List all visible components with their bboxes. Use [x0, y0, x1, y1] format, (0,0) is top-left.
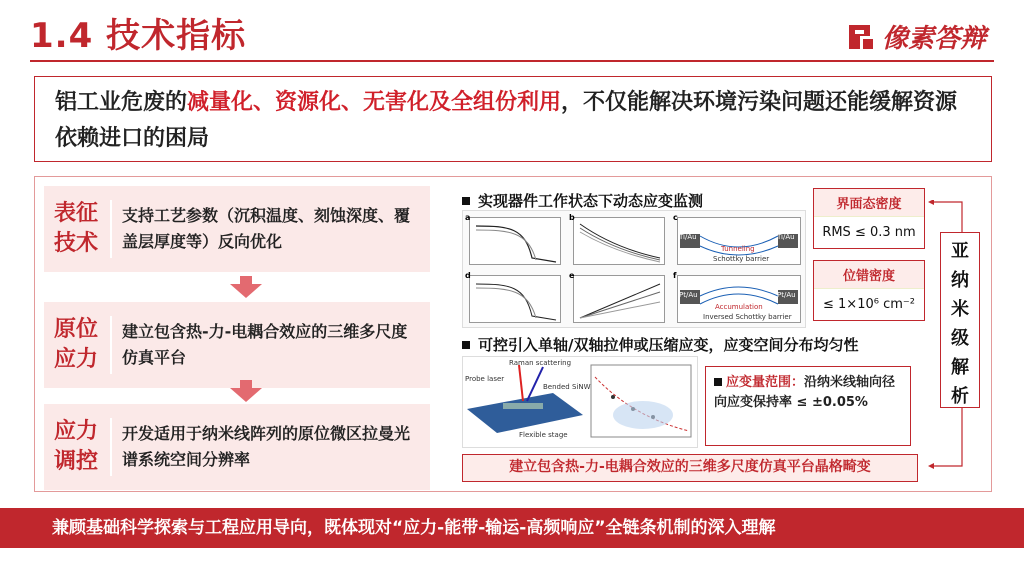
- card-head-line1: 表征: [54, 201, 99, 226]
- transfer-curve-plot-2: [469, 275, 561, 323]
- fig-label-accumulation: Accumulation: [715, 303, 763, 311]
- side-char: 亚: [951, 241, 969, 262]
- fig-label-bended: Bended SiNW: [543, 383, 591, 391]
- card-body: 支持工艺参数（沉积温度、刻蚀深度、覆盖层厚度等）反向优化: [122, 206, 411, 251]
- card-head-line1: 原位: [54, 317, 99, 342]
- card-divider: [110, 418, 112, 476]
- fig-label-a: a: [465, 213, 471, 222]
- intro-prefix: 铝工业危废的: [55, 90, 188, 115]
- card-divider: [110, 316, 112, 374]
- fig-label-c: c: [673, 213, 678, 222]
- card-in-situ-stress: [44, 302, 430, 388]
- transfer-curve-plot: [469, 217, 561, 265]
- down-arrow-icon: [230, 284, 262, 298]
- intro-highlight: 减量化、资源化、无害化及全组份利用: [187, 90, 562, 115]
- raman-setup-figure: [462, 356, 698, 448]
- bullet-square-icon: [462, 197, 470, 205]
- intro-suffix: ，不仅能解决环境污染问题还能缓解资源依赖进口的困局: [55, 90, 958, 151]
- down-arrow-icon: [230, 388, 262, 402]
- side-char: 纳: [951, 270, 969, 291]
- side-char: 级: [951, 328, 969, 349]
- strain-label: 应变量范围：: [726, 375, 805, 390]
- simulation-note: 建立包含热-力-电耦合效应的三维多尺度仿真平台晶格畸变: [462, 454, 918, 482]
- metric-dislocation-density: [813, 260, 925, 321]
- side-char: 解: [951, 357, 969, 378]
- fig-label-ptau: Pt/Au: [777, 291, 796, 299]
- fig-label-flexible: Flexible stage: [519, 431, 568, 439]
- card-body: 建立包含热-力-电耦合效应的三维多尺度仿真平台: [122, 322, 408, 367]
- metric-interface-density: [813, 188, 925, 249]
- fig-label-ptau: Pt/Au: [679, 291, 698, 299]
- section-label-text: 可控引入单轴/双轴拉伸或压缩应变，应变空间分布均匀性: [478, 336, 859, 354]
- fig-label-tiau: Ti/Au: [679, 233, 697, 241]
- fig-label-b: b: [569, 213, 575, 222]
- section-label-uniform: [462, 334, 858, 355]
- fig-label-d: d: [465, 271, 471, 280]
- bullet-square-icon: [714, 378, 722, 386]
- card-body: 开发适用于纳米线阵列的原位微区拉曼光谱系统空间分辨率: [122, 424, 411, 469]
- intro-statement: [34, 76, 992, 162]
- metric-value: ≤ 1×10⁶ cm⁻²: [823, 297, 915, 312]
- brand-mark-icon: [846, 22, 876, 52]
- fig-label-tunneling: Tunneling: [721, 245, 755, 253]
- section-label-monitor: [462, 190, 703, 211]
- page-title: 1.4 技术指标: [30, 16, 247, 56]
- strain-text: 沿纳米线轴向径向应变保持率 ≤ ±0.05%: [714, 375, 896, 410]
- fig-label-schottky: Schottky barrier: [713, 255, 770, 263]
- section-label-text: 实现器件工作状态下动态应变监测: [478, 192, 704, 210]
- footer-banner: 兼顾基础科学探索与工程应用导向，既体现对“应力-能带-输运-高频响应”全链条机制的深入理解: [0, 508, 1024, 548]
- metric-title: 界面态密度: [814, 189, 924, 217]
- metric-title: 位错密度: [814, 261, 924, 289]
- side-char: 析: [951, 386, 969, 407]
- device-figure-panel: [462, 210, 806, 328]
- fig-label-raman: Raman scattering: [509, 359, 572, 367]
- side-char: 米: [951, 299, 969, 320]
- card-head: [44, 417, 106, 477]
- fig-label-f: f: [673, 271, 677, 280]
- brand-name: 像素答辩: [881, 24, 986, 54]
- output-curve-plot-2: [573, 275, 665, 323]
- card-head-line2: 调控: [54, 449, 99, 474]
- card-divider: [110, 200, 112, 258]
- metric-value: RMS ≤ 0.3 nm: [822, 225, 916, 240]
- card-head: [44, 315, 106, 375]
- header-divider: [30, 60, 994, 62]
- bullet-square-icon: [462, 341, 470, 349]
- card-characterization: [44, 186, 430, 272]
- sub-nano-resolution-box: [940, 232, 980, 408]
- fig-label-inv-schottky: Inversed Schottky barrier: [703, 313, 792, 321]
- card-head: [44, 199, 106, 259]
- strain-range-box: [705, 366, 911, 446]
- brand-logo: [846, 18, 986, 55]
- output-curve-plot: [573, 217, 665, 265]
- fig-label-tiau: Ti/Au: [777, 233, 795, 241]
- fig-label-e: e: [569, 271, 575, 280]
- card-head-line2: 应力: [54, 347, 99, 372]
- card-stress-control: [44, 404, 430, 490]
- card-head-line2: 技术: [54, 231, 99, 256]
- card-head-line1: 应力: [54, 419, 99, 444]
- fig-label-probe: Probe laser: [465, 375, 505, 383]
